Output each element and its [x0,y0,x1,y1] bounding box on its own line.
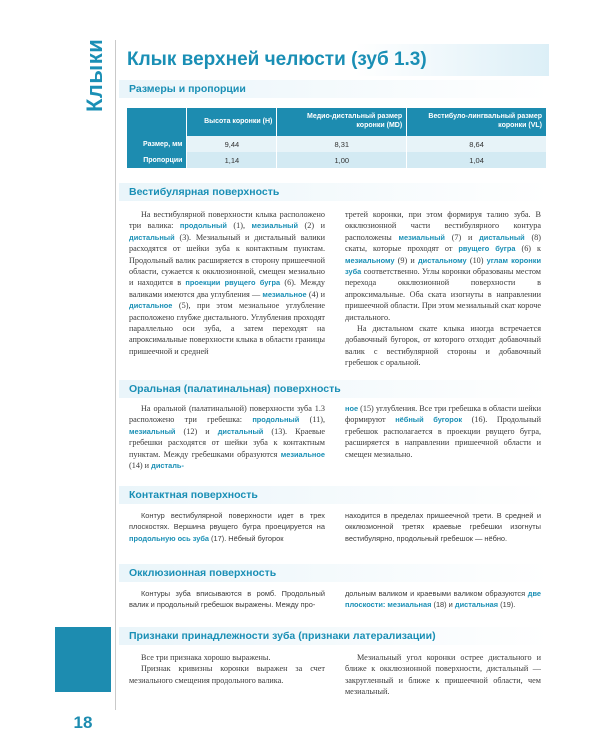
table-cell: 1,04 [407,152,547,168]
occlusal-text-left [129,588,325,611]
table-header: Вестибуло-лингвальный размер коронки (VL) [407,108,547,136]
table-header: Высота коронки (H) [187,108,277,136]
paragraph: Все три признака хорошо выражены. [141,653,271,662]
table-header: Медио-дистальный размер коронки (MD) [277,108,407,136]
paragraph: Признак кривизны коронки выражен за счет мезиального смещения продольного валика. [129,664,325,685]
signs-text-left [129,652,325,686]
section-heading-contact: Контактная поверхность [119,486,549,504]
occlusal-text-right [345,588,541,611]
margin-divider [115,40,116,710]
paragraph: Контуры зуба вписываются в ромб. Продольный валик и продольный гребешок выражены. Между про- [129,589,325,610]
dimensions-table [127,108,547,168]
table-cell: 9,44 [187,136,277,152]
chapter-side-title: Клыки [82,38,107,112]
section-heading-oral: Оральная (палатинальная) поверхность [119,380,549,398]
section-heading-vestibular: Вестибулярная поверхность [119,183,549,201]
section-heading-sizes: Размеры и пропорции [119,80,549,98]
paragraph: На дистальном скате клыка иногда встречается добавочный бугорок, от которого отходит добавочный валик с вестибулярной стороны и добавочный гребешок с оральной. [345,324,541,368]
page-number: 18 [73,713,93,732]
contact-text-right [345,510,541,544]
table-cell: 8,64 [407,136,547,152]
contact-text-left [129,510,325,544]
paragraph: находится в пределах пришеечной трети. В средней и окклюзионной третях краевые гребешки изогнуты вестибулярно, продольный гребешок — нёбно. [345,511,541,543]
chapter-color-block [55,627,111,692]
section-heading-signs: Признаки принадлежности зуба (признаки латерализации) [119,627,549,645]
table-row [127,136,547,152]
signs-text-right [345,652,541,698]
table-row-label: Пропорции [127,152,187,168]
paragraph: Контур вестибулярной поверхности идет в трех плоскостях. Вершина рвущего бугра проецируется на продольную ось зуба (17). Нёбный бугорок [129,511,325,543]
page-title: Клык верхней челюсти (зуб 1.3) [119,44,549,76]
table-corner [127,108,187,136]
table-cell: 8,31 [277,136,407,152]
paragraph: Мезиальный угол коронки острее дистального и ближе к окклюзионной поверхности, дистальный — закругленный и ближе к пришеечной области, чем мезиальный. [345,653,541,697]
section-heading-occlusal: Окклюзионная поверхность [119,564,549,582]
table-cell: 1,14 [187,152,277,168]
table-row [127,152,547,168]
table-row-label: Размер, мм [127,136,187,152]
oral-text-right [345,403,541,460]
paragraph: На оральной (палатинальной) поверхности зуба 1.3 расположено три гребешка: продольный (11), мезиальный (12) и дистальный (13). Краевые гребешки расходятся от шейки зуба к контактным пунктам. Между гребешками образуются мезиальное (14) и дисталь- [129,404,325,471]
table-cell: 1,00 [277,152,407,168]
vestibular-text-left [129,209,325,357]
paragraph: дольным валиком и краевыми валиком образуются две плоскости: мезиальная (18) и дистальная (19). [345,589,541,610]
paragraph: третей коронки, при этом формируя талию зуба. В окклюзионной части вестибулярного контура расположены мезиальный (7) и дистальный (8) скаты, которые проходят от рвущего бугра (6) к мезиальному (9) и дистальному (10) углам коронки зуба соответственно. Углы коронки образованы местом перехода окклюзионной поверхности в апроксимальные. Оба ската изогнуты в направлении пришеечной области. При этом мезиальный скат короче дистального. [345,210,541,322]
oral-text-left [129,403,325,471]
vestibular-text-right [345,209,541,369]
paragraph: ное (15) углубления. Все три гребешка в области шейки формируют нёбный бугорок (16). Продольный гребешок располагается в проекции рвущего бугра, расширяется в направлении пришеечной области и смещен мезиально. [345,404,541,459]
paragraph: На вестибулярной поверхности клыка расположено три валика: продольный (1), мезиальный (2) и дистальный (3). Мезиальный и дистальный валики расходятся от шейки зуба к контактным пунктам. Продольный валик расширяется в сторону пришеечной области, сужается к окклюзионной, смещен мезиально и находится в проекции рвущего бугра (6). Между валиками имеются два углубления — мезиальное (4) и дистальное (5), при этом мезиальное углубление расположено глубже дистального. Углубления проходят параллельно оси зуба, а затем переходят на апроксимальные поверхности клыка в области границы пришеечной и средней [129,210,325,356]
